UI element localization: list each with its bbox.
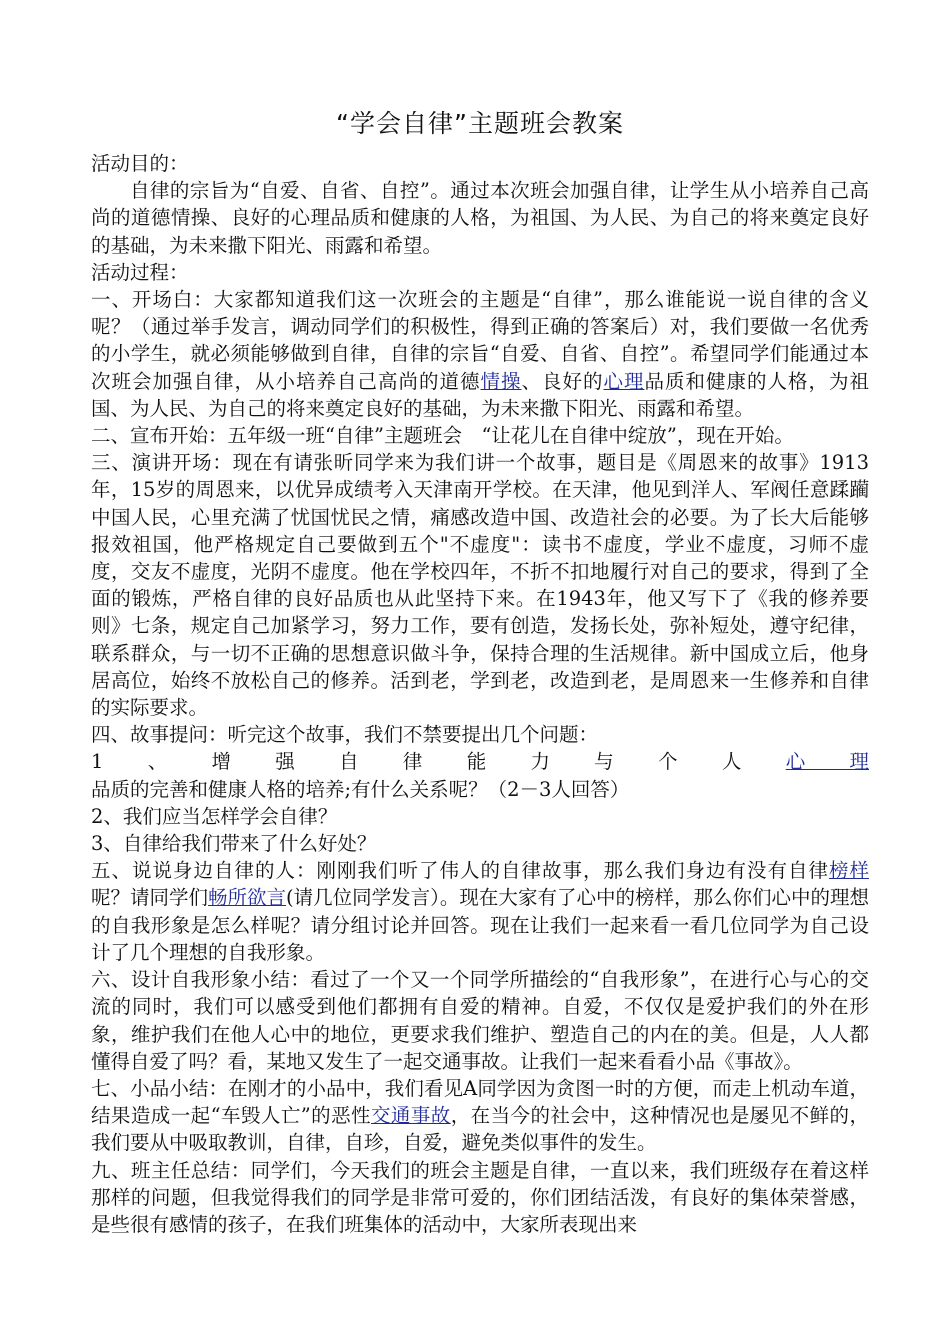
inline-link[interactable]: 情操 <box>480 369 522 393</box>
paragraph <box>91 748 869 802</box>
inline-link[interactable]: 畅所欲言 <box>208 886 287 910</box>
paragraph-text: 七、小品小结：在刚才的小品中，我们看见A同学因为贪图一时的方便，而走上机动车道，结果造成一起“车毁人亡”的恶性 <box>91 1076 869 1128</box>
paragraph-text: 一、开场白：大家都知道我们这一次班会的主题是“自律”，那么谁能说一说自律的含义呢？（通过举手发言，调动同学们的积极性，得到正确的答案后）对，我们要做一名优秀的小学生，就必须能够做到自律，自律的宗旨“自爱、自省、自控”。希望同学们能通过本次班会加强自律，从小培养自己高尚的道德 <box>91 288 869 393</box>
inline-link[interactable]: 心理 <box>785 750 869 774</box>
paragraph-text: 品质的完善和健康人格的培养;有什么关系呢？（2－3人回答） <box>91 777 630 801</box>
paragraph <box>91 259 869 286</box>
paragraph <box>91 857 869 966</box>
paragraph-text: ，在当今的社会中，这种情况也是屡见不鲜的，我们要从中吸取教训，自律，自珍，自爱，避免类似事件的发生。 <box>91 1104 869 1155</box>
paragraph-text: 五、说说身边自律的人：刚刚我们听了伟人的自律故事，那么我们身边有没有自律 <box>91 859 829 883</box>
paragraph-text: 六、设计自我形象小结：看过了一个又一个同学所描绘的“自我形象”，在进行心与心的交流的同时，我们可以感受到他们都拥有自爱的精神。自爱，不仅仅是爱护我们的外在形象，维护我们在他人心中的地位，更要求我们维护、塑造自己的内在的美。但是，人人都懂得自爱了吗？看，某地又发生了一起交通事故。让我们一起来看看小品《事故》。 <box>91 968 869 1073</box>
paragraph-text: 呢？请同学们 <box>91 886 209 910</box>
paragraph <box>91 150 869 177</box>
paragraph <box>91 449 869 721</box>
paragraph-text: 3、自律给我们带来了什么好处？ <box>91 832 377 856</box>
paragraph-text: 2、我们应当怎样学会自律？ <box>91 804 338 828</box>
paragraph-text: 自律的宗旨为“自爱、自省、自控”。通过本次班会加强自律，让学生从小培养自己高尚的道德情操、良好的心理品质和健康的人格，为祖国、为人民、为自己的将来奠定良好的基础，为未来撒下阳光、雨露和希望。 <box>91 179 869 257</box>
paragraph <box>91 177 869 259</box>
document-title: “学会自律”主题班会教案 <box>336 109 624 138</box>
paragraph <box>91 721 869 748</box>
paragraph-text: 活动过程： <box>91 260 189 284</box>
paragraph-text: 三、演讲开场：现在有请张昕同学来为我们讲一个故事，题目是《周恩来的故事》1913年，15岁的周恩来，以优异成绩考入天津南开学校。在天津，他见到洋人、军阀任意蹂躏中国人民，心里充满了忧国忧民之情，痛感改造中国、改造社会的必要。为了长大后能够报效祖国，他严格规定自己要做到五个"不虚度"：读书不虚度，学业不虚度，习师不虚度，交友不虚度，光阴不虚度。他在学校四年，不折不扣地履行对自己的要求，得到了全面的锻炼，严格自律的良好品质也从此坚持下来。在1943年，他又写下了《我的修养要则》七条，规定自己加紧学习，努力工作，要有创造，发扬长处，弥补短处，遵守纪律，联系群众，与一切不正确的思想意识做斗争，保持合理的生活规律。新中国成立后，他身居高位，始终不放松自己的修养。活到老，学到老，改造到老，是周恩来一生修养和自律的实际要求。 <box>91 451 869 720</box>
paragraph-text: 九、班主任总结：同学们，今天我们的班会主题是自律，一直以来，我们班级存在着这样那样的问题，但我觉得我们的同学是非常可爱的，你们团结活泼，有良好的集体荣誉感，是些很有感情的孩子，在我们班集体的活动中，大家所表现出来 <box>91 1158 869 1236</box>
paragraph-text: 1、增强自律能力与个人 <box>91 750 786 774</box>
paragraph <box>91 1075 869 1157</box>
document-body <box>91 150 869 1238</box>
paragraph-text: 二、宣布开始：五年级一班“自律”主题班会 “让花儿在自律中绽放”，现在开始。 <box>91 424 794 448</box>
inline-link[interactable]: 榜样 <box>828 859 869 883</box>
paragraph <box>91 286 869 422</box>
document-page <box>91 106 869 1238</box>
paragraph-text: 、良好的 <box>521 369 604 393</box>
paragraph-text: 活动目的： <box>91 152 189 175</box>
paragraph <box>91 1157 869 1239</box>
paragraph <box>91 803 869 830</box>
inline-link[interactable]: 心理 <box>603 369 645 393</box>
paragraph-text: (请几位同学发言）。现在大家有了心中的榜样，那么你们心中的理想的自我形象是怎么样呢？请分组讨论并回答。现在让我们一起来看一看几位同学为自己设计了几个理想的自我形象。 <box>91 886 869 964</box>
paragraph <box>91 830 869 857</box>
inline-link[interactable]: 交通事故 <box>370 1104 451 1128</box>
paragraph <box>91 422 869 449</box>
paragraph-text: 四、故事提问：听完这个故事，我们不禁要提出几个问题： <box>91 723 599 747</box>
paragraph-text: 品质和健康的人格，为祖国、为人民、为自己的将来奠定良好的基础，为未来撒下阳光、雨露和希望。 <box>91 369 869 420</box>
paragraph <box>91 966 869 1075</box>
